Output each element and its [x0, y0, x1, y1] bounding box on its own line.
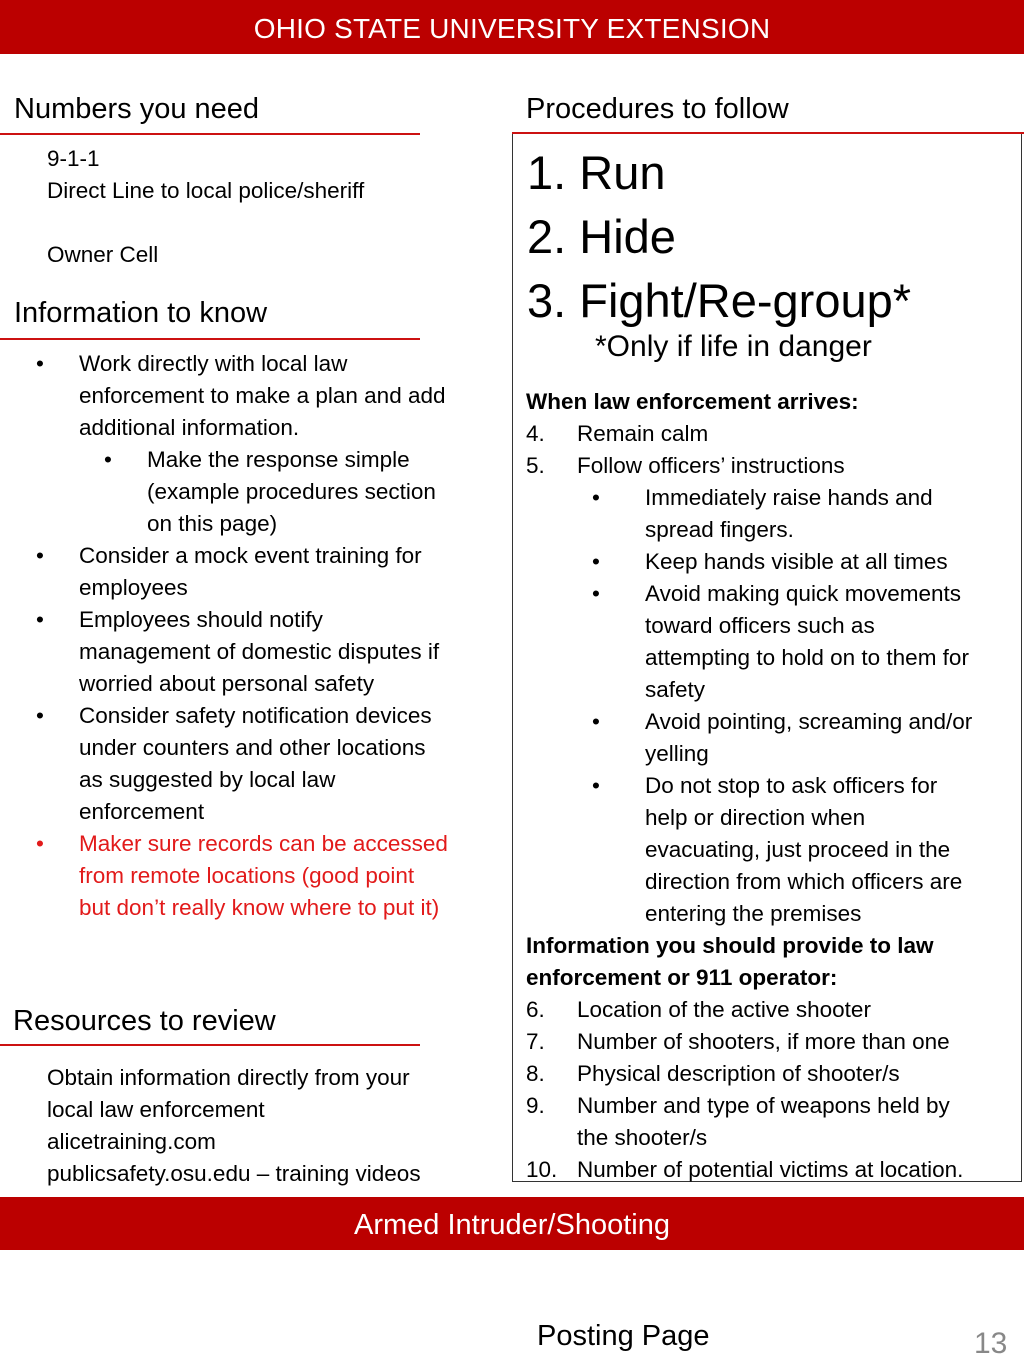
page-number: 13 [974, 1327, 1008, 1360]
numbers-divider [0, 133, 420, 135]
provide-heading: Information you should provide to law [526, 933, 934, 958]
numbered-item: 9. Number and type of weapons held by the shooter/s [526, 1093, 950, 1150]
info-item: • Consider a mock event training for employees [0, 540, 500, 604]
resources-divider [0, 1044, 420, 1046]
officer-bullet: • Keep hands visible at all times [526, 546, 1016, 578]
bullet-icon: • [592, 581, 600, 606]
numbers-list [47, 143, 364, 271]
bullet-icon: • [592, 709, 600, 734]
number-line: 9-1-1 [47, 146, 100, 171]
step-fight: 3. Fight/Re-group* [527, 274, 912, 327]
numbered-item: 8. Physical description of shooter/s [526, 1061, 900, 1086]
header-banner [0, 0, 1024, 54]
bullet-icon: • [36, 543, 44, 568]
resources-title: Resources to review [13, 1005, 276, 1037]
bullet-icon: • [36, 703, 44, 728]
bullet-icon: • [36, 831, 44, 856]
arrival-heading: When law enforcement arrives: [526, 389, 859, 414]
info-title: Information to know [14, 297, 268, 329]
info-subitem: • Make the response simple (example procedures section on this page) [0, 444, 500, 540]
number-line: Owner Cell [47, 242, 159, 267]
step-note: *Only if life in danger [595, 330, 872, 363]
resource-line: local law enforcement [47, 1097, 265, 1122]
posting-label: Posting Page [537, 1320, 710, 1352]
info-item: • Work directly with local law enforcement to make a plan and add additional information. [0, 348, 500, 444]
step-run: 1. Run [527, 146, 666, 199]
step-hide: 2. Hide [527, 210, 676, 263]
resource-link: alicetraining.com [47, 1129, 216, 1154]
numbered-item: 5. Follow officers’ instructions [526, 453, 845, 478]
bullet-icon: • [36, 351, 44, 376]
info-item-highlight: • Maker sure records can be accessed from remote locations (good point but don’t really know where to put it) [0, 828, 500, 924]
numbered-item: 6. Location of the active shooter [526, 997, 871, 1022]
info-divider [0, 338, 420, 340]
topic-banner [0, 1197, 1024, 1250]
procedures-details [526, 386, 1016, 1186]
bullet-icon: • [104, 447, 112, 472]
procedures-title: Procedures to follow [526, 93, 789, 125]
numbered-item: 7. Number of shooters, if more than one [526, 1029, 950, 1054]
resource-line: Obtain information directly from your [47, 1065, 410, 1090]
info-item: • Consider safety notification devices under counters and other locations as suggested by local law enforcement [0, 700, 500, 828]
number-line-blank [47, 207, 364, 239]
resource-link: publicsafety.osu.edu – training videos [47, 1161, 421, 1186]
info-item: • Employees should notify management of domestic disputes if worried about personal safety [0, 604, 500, 700]
officer-bullet: • Avoid pointing, screaming and/or yelling [526, 706, 1016, 770]
bullet-icon: • [592, 773, 600, 798]
numbered-item: 4. Remain calm [526, 421, 709, 446]
header-title: OHIO STATE UNIVERSITY EXTENSION [253, 13, 771, 44]
provide-heading: enforcement or 911 operator: [526, 965, 838, 990]
bullet-icon: • [36, 607, 44, 632]
resources-list [47, 1062, 421, 1190]
numbers-title: Numbers you need [14, 93, 260, 125]
bullet-icon: • [592, 485, 600, 510]
officer-bullet: • Avoid making quick movements toward officers such as attempting to hold on to them for safety [526, 578, 1016, 706]
topic-title: Armed Intruder/Shooting [354, 1209, 670, 1241]
info-list [0, 348, 500, 924]
numbered-item: 10. Number of potential victims at location. [526, 1157, 964, 1182]
bullet-icon: • [592, 549, 600, 574]
officer-bullet: • Immediately raise hands and spread fingers. [526, 482, 1016, 546]
procedures-steps [527, 141, 911, 365]
number-line: Direct Line to local police/sheriff [47, 178, 365, 203]
officer-bullet: • Do not stop to ask officers for help or direction when evacuating, just proceed in the direction from which officers are entering the premises [526, 770, 1016, 930]
